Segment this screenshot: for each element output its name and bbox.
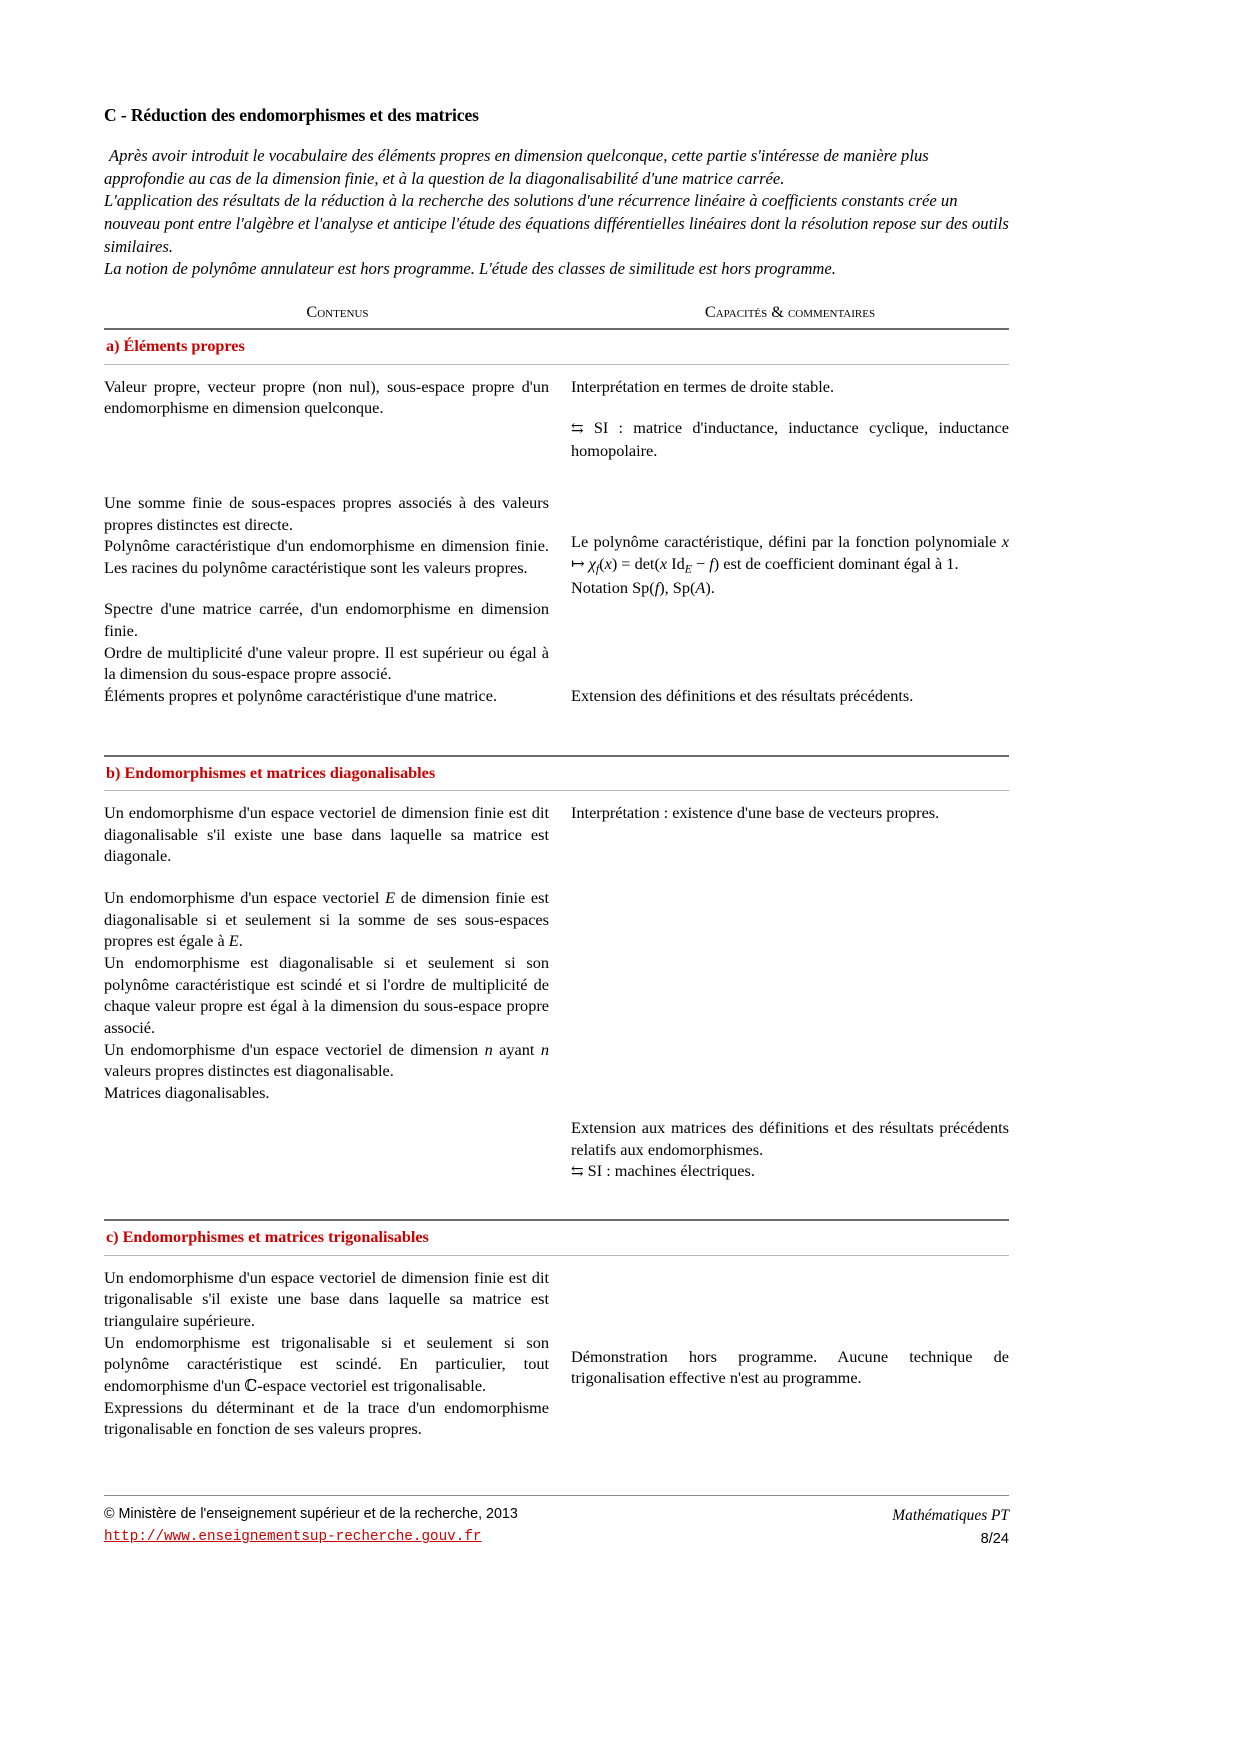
spacer [571, 887, 1009, 1117]
contenus-cell [104, 492, 571, 579]
contenus-text: Un endomorphisme est diagonalisable si et seulement si son polynôme caractéristique est scindé et si l'ordre de multiplicité de chaque valeur propre est égal à la dimension du sous-espace propre associé. [104, 953, 549, 1038]
contenus-text: Un endomorphisme d'un espace vectoriel de dimension n ayant n valeurs propres distinctes est diagonalisable. [104, 1039, 549, 1081]
si-arrow-icon: ⇆ [571, 421, 584, 438]
capacites-text: Extension aux matrices des définitions et des résultats précédents relatifs aux endomorphismes. [571, 1118, 1009, 1159]
document-subject-title: Mathématiques PT [892, 1507, 1009, 1524]
contenus-text: Un endomorphisme d'un espace vectoriel de dimension finie est dit diagonalisable s'il existe une base dans laquelle sa matrice est diagonale. [104, 803, 549, 866]
contenus-text: Valeur propre, vecteur propre (non nul), sous-espace propre d'un endomorphisme en dimension quelconque. [104, 376, 549, 418]
capacites-cell [571, 376, 1009, 462]
subsection-heading-a: a) Éléments propres [106, 337, 245, 356]
footer-right [892, 1504, 1009, 1550]
contenus-text: Expressions du déterminant et de la trace d'un endomorphisme trigonalisable en fonction de ses valeurs propres. [104, 1397, 549, 1439]
page-number: 8/24 [980, 1530, 1009, 1547]
capacites-text [571, 531, 1009, 577]
characteristic-polynomial-formula: x ↦ $\chi_f(x) = \det(x$ $Id_E - f$) [571, 532, 1009, 575]
notation-label: Notation [571, 577, 628, 597]
si-arrow-icon: ⇆ [571, 1164, 584, 1181]
subsection-heading-b: b) Endomorphismes et matrices diagonalisables [106, 763, 436, 782]
table-row [104, 1267, 1009, 1440]
capacites-cell [571, 802, 1009, 824]
table-row [104, 802, 1009, 867]
page-title: C - Réduction des endomorphismes et des matrices [104, 105, 479, 125]
table-row [104, 887, 1009, 1183]
spectrum-notation: Sp(f), Sp(A). [632, 577, 715, 597]
contenus-text: Ordre de multiplicité d'une valeur propre. Il est supérieur ou égal à la dimension du sous-espace propre associé. [104, 642, 549, 684]
spacer [571, 1267, 1009, 1346]
table-column-headers [104, 303, 1009, 322]
contenus-cell [104, 598, 571, 685]
spacer [104, 791, 1009, 802]
capacites-text: Démonstration hors programme. Aucune technique de trigonalisation effective n'est au programme. [571, 1346, 1009, 1388]
spacer [571, 397, 1009, 417]
capacites-text: Interprétation en termes de droite stable. [571, 376, 835, 396]
contenus-cell [104, 802, 571, 867]
capacites-cell [571, 492, 1009, 598]
contenus-cell [104, 1267, 571, 1440]
si-note-text: SI : machines électriques. [587, 1161, 755, 1181]
contenus-text: Un endomorphisme d'un espace vectoriel E de dimension finie est diagonalisable si et seulement si la somme de ses sous-espaces propres est égale à E. [104, 888, 549, 951]
capacites-si-note [571, 1160, 1009, 1183]
intro-paragraph-2: L'application des résultats de la réduction à la recherche des solutions d'une récurrence linéaire à coefficients constants crée un nouveau pont entre l'algèbre et l'analyse et anticipe l'étude des équations différentielles linéaires dont la résolution repose sur des outils similaires. [104, 191, 1009, 256]
capacites-cell [571, 685, 1009, 707]
spacer [104, 462, 1009, 492]
spacer [571, 492, 1009, 531]
contenus-cell [104, 685, 571, 707]
complex-field-symbol: ℂ [244, 1376, 258, 1396]
intro-block [104, 145, 1009, 281]
capacites-cell [571, 887, 1009, 1183]
document-page [104, 0, 1009, 1754]
capacites-text: Interprétation : existence d'une base de vecteurs propres. [571, 803, 940, 823]
ministry-url-link[interactable]: http://www.enseignementsup-recherche.gouv.fr [104, 1529, 482, 1546]
table-row [104, 598, 1009, 685]
contenus-text: Un endomorphisme d'un espace vectoriel de dimension finie est dit trigonalisable s'il existe une base dans laquelle sa matrice est triangulaire supérieure. [104, 1267, 549, 1331]
contenus-cell [104, 887, 571, 1104]
table-row [104, 376, 1009, 462]
contenus-text: Polynôme caractéristique d'un endomorphisme en dimension finie. Les racines du polynôme caractéristique sont les valeurs propres. [104, 536, 549, 578]
column-header-capacites: Capacités & commentaires [704, 302, 876, 321]
copyright-text: © Ministère de l'enseignement supérieur et de la recherche, 2013 [104, 1506, 518, 1522]
spacer [104, 365, 1009, 376]
si-note-text: SI : matrice d'inductance, inductance cyclique, inductance homopolaire. [571, 418, 1009, 461]
capacites-notation [571, 577, 1009, 599]
contenus-text: Spectre d'une matrice carrée, d'un endomorphisme en dimension finie. [104, 599, 549, 640]
capacites-si-note [571, 417, 1009, 462]
page-footer [104, 1495, 1009, 1550]
capacites-prefix: Le polynôme caractéristique, défini par la fonction polynomiale [571, 532, 1002, 551]
contenus-text: Une somme finie de sous-espaces propres associés à des valeurs propres distinctes est directe. [104, 493, 549, 534]
table-row [104, 685, 1009, 707]
contenus-text: Un endomorphisme est trigonalisable si et seulement si son polynôme caractéristique est scindé. En particulier, tout endomorphisme d'un ℂ-espace vectoriel est trigonalisable. [104, 1332, 549, 1396]
contenus-cell [104, 376, 571, 419]
subsection-heading-c: c) Endomorphismes et matrices trigonalisables [106, 1228, 429, 1247]
spacer [104, 1183, 1009, 1213]
column-header-contenus: Contenus [306, 302, 369, 321]
capacites-text: Extension des définitions et des résultats précédents. [571, 685, 914, 705]
intro-paragraph-3: La notion de polynôme annulateur est hors programme. L'étude des classes de similitude est hors programme. [104, 259, 836, 279]
table-row [104, 492, 1009, 598]
capacites-suffix: est de coefficient dominant égal à 1. [719, 553, 959, 573]
spacer [104, 867, 1009, 887]
spacer [104, 707, 1009, 749]
footer-left [104, 1504, 518, 1550]
capacites-cell [571, 1267, 1009, 1389]
contenus-text: Éléments propres et polynôme caractéristique d'une matrice. [104, 685, 498, 705]
intro-paragraph-1: Après avoir introduit le vocabulaire des éléments propres en dimension quelconque, cette partie s'intéresse de manière plus approfondie au cas de la dimension finie, et à la question de la diagonalisabilité d'une matrice carrée. [104, 146, 929, 188]
contenus-text: Matrices diagonalisables. [104, 1083, 270, 1103]
spacer [104, 1256, 1009, 1267]
